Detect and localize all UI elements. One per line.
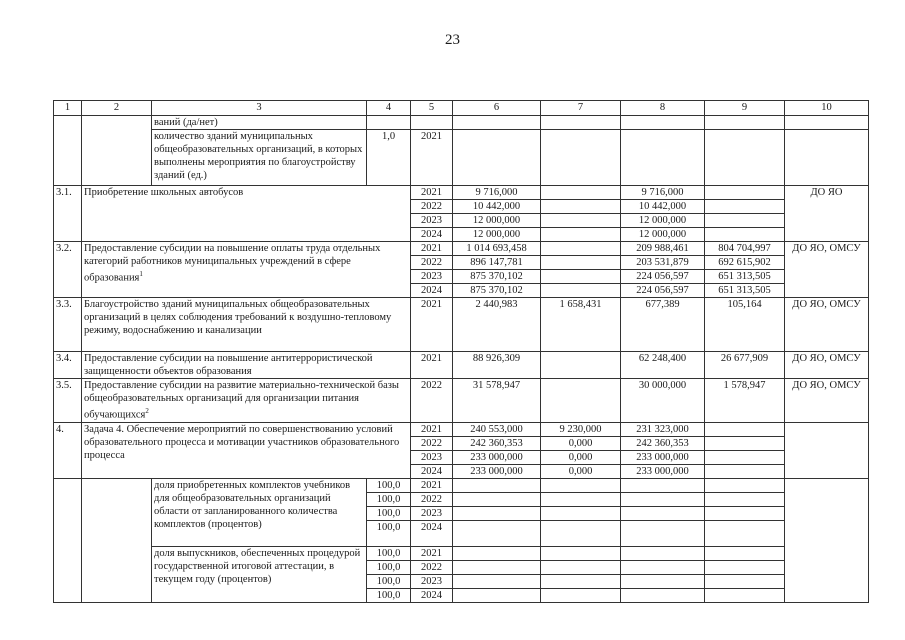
amount-cell: 651 313,505 xyxy=(705,270,785,284)
responsible-cell: ДО ЯО, ОМСУ xyxy=(785,352,869,379)
amount-cell: 233 000,000 xyxy=(621,450,705,464)
year-cell: 2021 xyxy=(411,130,453,186)
year-cell: 2021 xyxy=(411,352,453,379)
table-row xyxy=(54,478,869,492)
year-cell: 2023 xyxy=(411,450,453,464)
measure-name: Предоставление субсидии на развитие материально-технической базы общеобразовательных организаций для организации питания обучающихся$^2$ xyxy=(82,379,411,423)
amount-cell: 233 000,000 xyxy=(453,464,541,478)
amount-cell: 12 000,000 xyxy=(453,214,541,228)
amount-cell: 896 147,781 xyxy=(453,256,541,270)
year-cell: 2021 xyxy=(411,298,453,352)
amount-cell: 9 716,000 xyxy=(453,186,541,200)
amount-cell: 9 716,000 xyxy=(621,186,705,200)
amount-cell: 26 677,909 xyxy=(705,352,785,379)
year-cell: 2023 xyxy=(411,270,453,284)
amount-cell: 0,000 xyxy=(541,436,621,450)
amount-cell: 31 578,947 xyxy=(453,379,541,423)
year-cell: 2022 xyxy=(411,256,453,270)
responsible-cell: ДО ЯО xyxy=(785,186,869,242)
indicator-value: 100,0 xyxy=(367,574,411,588)
header-cell: 8 xyxy=(621,101,705,116)
year-cell: 2022 xyxy=(411,200,453,214)
year-cell: 2021 xyxy=(411,478,453,492)
amount-cell: 2 440,983 xyxy=(453,298,541,352)
year-cell: 2021 xyxy=(411,186,453,200)
indicator-value: 100,0 xyxy=(367,588,411,602)
amount-cell: 62 248,400 xyxy=(621,352,705,379)
amount-cell: 233 000,000 xyxy=(453,450,541,464)
amount-cell: 203 531,879 xyxy=(621,256,705,270)
amount-cell: 12 000,000 xyxy=(453,228,541,242)
amount-cell: 105,164 xyxy=(705,298,785,352)
row-number: 3.3. xyxy=(54,298,82,352)
table-row xyxy=(54,298,869,352)
responsible-cell: ДО ЯО, ОМСУ xyxy=(785,242,869,298)
table-row xyxy=(54,379,869,423)
amount-cell: 12 000,000 xyxy=(621,228,705,242)
indicator-value: 100,0 xyxy=(367,546,411,560)
responsible-cell: ДО ЯО, ОМСУ xyxy=(785,379,869,423)
indicator-tail: ваний (да/нет) xyxy=(152,116,367,130)
measure-name: Приобретение школьных автобусов xyxy=(82,186,411,242)
table-row xyxy=(54,186,869,200)
amount-cell: 231 323,000 xyxy=(621,422,705,436)
header-cell: 5 xyxy=(411,101,453,116)
footnote-mark: 1 xyxy=(139,270,143,278)
year-cell: 2024 xyxy=(411,284,453,298)
amount-cell: 651 313,505 xyxy=(705,284,785,298)
indicator-value: 100,0 xyxy=(367,492,411,506)
measure-name: Предоставление субсидии на повышение антитеррористической защищенности объектов образования xyxy=(82,352,411,379)
header-cell: 2 xyxy=(82,101,152,116)
amount-cell: 12 000,000 xyxy=(621,214,705,228)
row-number: 3.4. xyxy=(54,352,82,379)
row-number: 3.5. xyxy=(54,379,82,423)
task-name: Задача 4. Обеспечение мероприятий по совершенствованию условий образовательного процесса и мотивации участников образовательного процесса xyxy=(82,422,411,478)
header-cell: 6 xyxy=(453,101,541,116)
measure-name: Благоустройство зданий муниципальных общеобразовательных организаций в целях соблюдения требований к воздушно-тепловому режиму, водоснабжению и канализации xyxy=(82,298,411,352)
year-cell: 2021 xyxy=(411,242,453,256)
year-cell: 2021 xyxy=(411,422,453,436)
amount-cell: 224 056,597 xyxy=(621,270,705,284)
indicator-value: 100,0 xyxy=(367,560,411,574)
amount-cell: 1 658,431 xyxy=(541,298,621,352)
year-cell: 2024 xyxy=(411,520,453,546)
amount-cell: 1 578,947 xyxy=(705,379,785,423)
indicator-text: количество зданий муниципальных общеобразовательных организаций, в которых выполнены мероприятия по благоустройству зданий (ед.) xyxy=(152,130,367,186)
table-row xyxy=(54,242,869,256)
amount-cell: 209 988,461 xyxy=(621,242,705,256)
header-cell: 7 xyxy=(541,101,621,116)
amount-cell: 692 615,902 xyxy=(705,256,785,270)
measure-name: Предоставление субсидии на повышение оплаты труда отдельных категорий работников муниципальных учреждений в сфере образования$^1$ xyxy=(82,242,411,298)
indicator-value: 100,0 xyxy=(367,478,411,492)
amount-cell: 233 000,000 xyxy=(621,464,705,478)
table-row xyxy=(54,422,869,436)
header-cell: 10 xyxy=(785,101,869,116)
indicator-text: доля выпускников, обеспеченных процедурой государственной итоговой аттестации, в текущем году (процентов) xyxy=(152,546,367,602)
year-cell: 2023 xyxy=(411,506,453,520)
year-cell: 2024 xyxy=(411,588,453,602)
amount-cell: 804 704,997 xyxy=(705,242,785,256)
year-cell: 2023 xyxy=(411,214,453,228)
amount-cell: 242 360,353 xyxy=(621,436,705,450)
amount-cell: 9 230,000 xyxy=(541,422,621,436)
header-cell: 4 xyxy=(367,101,411,116)
year-cell: 2022 xyxy=(411,379,453,423)
header-cell: 1 xyxy=(54,101,82,116)
table-row xyxy=(54,116,869,130)
footnote-mark: 2 xyxy=(145,407,149,415)
row-number: 3.2. xyxy=(54,242,82,298)
row-number: 3.1. xyxy=(54,186,82,242)
amount-cell: 677,389 xyxy=(621,298,705,352)
header-cell: 3 xyxy=(152,101,367,116)
year-cell: 2022 xyxy=(411,436,453,450)
header-cell: 9 xyxy=(705,101,785,116)
amount-cell: 224 056,597 xyxy=(621,284,705,298)
year-cell: 2021 xyxy=(411,546,453,560)
amount-cell: 1 014 693,458 xyxy=(453,242,541,256)
indicator-value: 1,0 xyxy=(367,130,411,186)
row-number: 4. xyxy=(54,422,82,478)
amount-cell: 0,000 xyxy=(541,464,621,478)
header-row xyxy=(54,101,869,116)
indicator-value: 100,0 xyxy=(367,506,411,520)
year-cell: 2022 xyxy=(411,492,453,506)
amount-cell: 875 370,102 xyxy=(453,270,541,284)
amount-cell: 242 360,353 xyxy=(453,436,541,450)
amount-cell: 240 553,000 xyxy=(453,422,541,436)
responsible-cell: ДО ЯО, ОМСУ xyxy=(785,298,869,352)
amount-cell: 10 442,000 xyxy=(621,200,705,214)
program-table xyxy=(53,100,869,603)
amount-cell: 30 000,000 xyxy=(621,379,705,423)
indicator-value: 100,0 xyxy=(367,520,411,546)
table-row xyxy=(54,352,869,379)
table-row xyxy=(54,130,869,186)
amount-cell: 0,000 xyxy=(541,450,621,464)
page-number: 23 xyxy=(445,32,460,48)
amount-cell: 10 442,000 xyxy=(453,200,541,214)
indicator-text: доля приобретенных комплектов учебников для общеобразовательных организаций области от запланированного количества комплектов (процентов) xyxy=(152,478,367,546)
year-cell: 2022 xyxy=(411,560,453,574)
year-cell: 2024 xyxy=(411,464,453,478)
amount-cell: 88 926,309 xyxy=(453,352,541,379)
year-cell: 2024 xyxy=(411,228,453,242)
year-cell: 2023 xyxy=(411,574,453,588)
amount-cell: 875 370,102 xyxy=(453,284,541,298)
table-row xyxy=(54,546,869,560)
